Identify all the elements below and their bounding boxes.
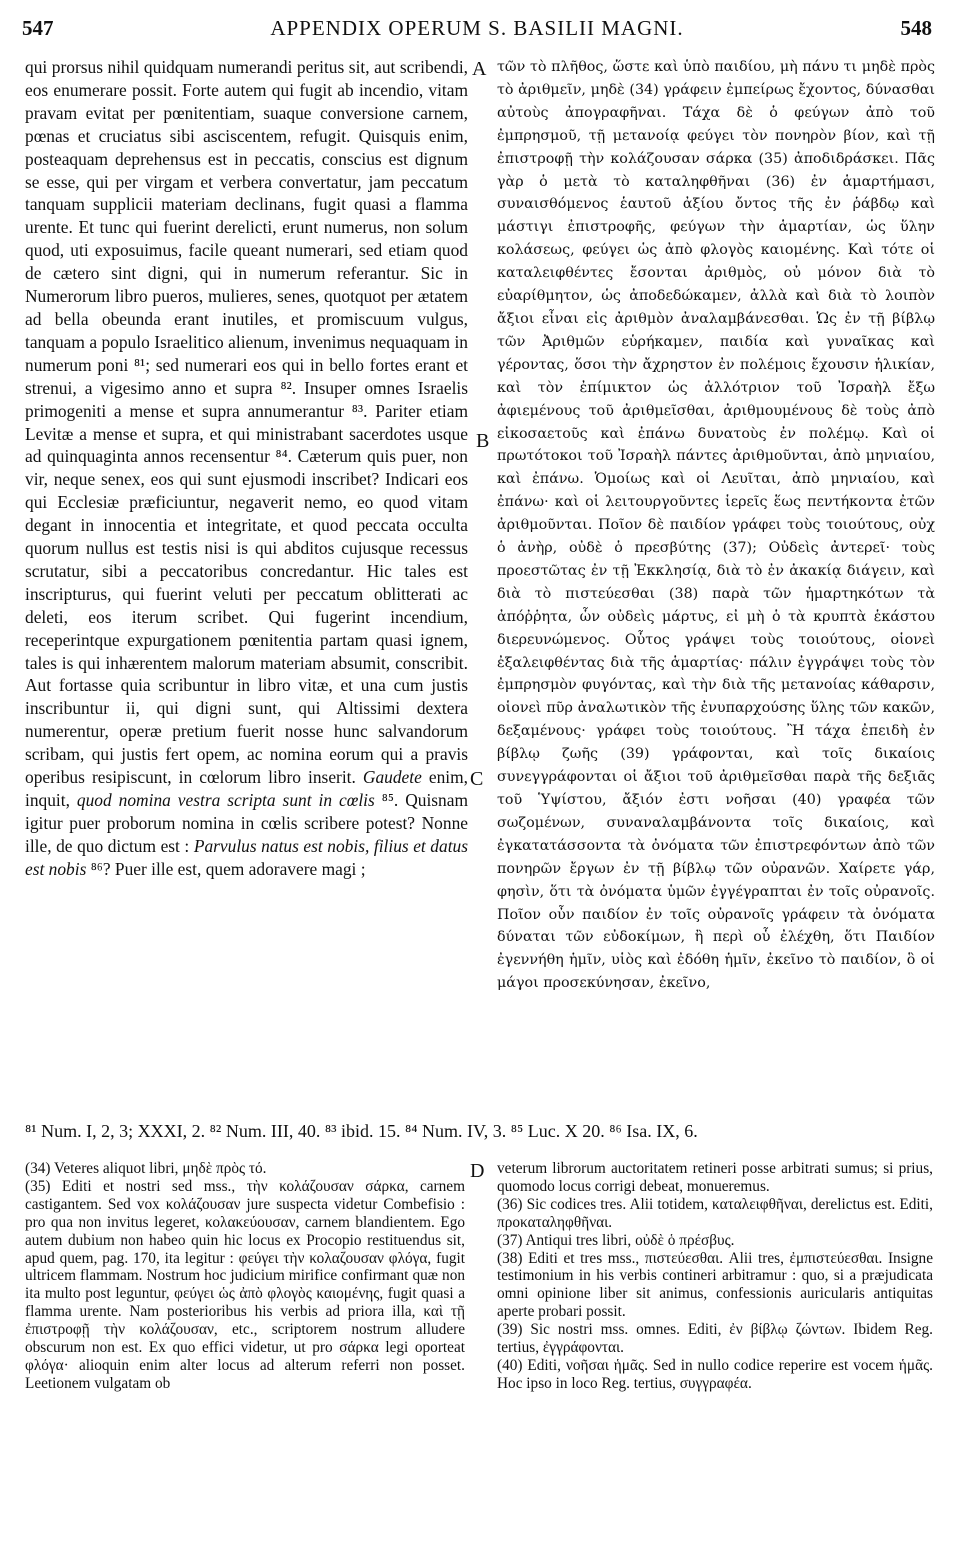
note: (37) Antiqui tres libri, οὐδὲ ὁ πρέσβυς. bbox=[497, 1231, 735, 1249]
note: veterum librorum auctoritatem retineri posse arbitrati sumus; si prius, quomodo locus corrigi debeat, monueremus. bbox=[497, 1160, 933, 1195]
margin-letter-c: C bbox=[470, 768, 484, 790]
scripture-footnotes: ⁸¹ Num. I, 2, 3; XXXI, 2. ⁸² Num. III, 40. ⁸³ ibid. 15. ⁸⁴ Num. IV, 3. ⁸⁵ Luc. X 20. ⁸⁶ Isa. IX, 6. bbox=[25, 1121, 698, 1141]
latin-column bbox=[25, 56, 468, 881]
notes-right-column bbox=[497, 1160, 933, 1393]
note: (40) Editi, νοῆσαι ἡμᾶς. Sed in nullo codice reperire est vocem ἡμᾶς. Hoc ipso in loco Reg. tertius, συγγραφέα. bbox=[497, 1356, 933, 1392]
note: (36) Sic codices tres. Alii totidem, καταλειφθῆναι, derelictus est. Editi, προκαταληφθῆναι. bbox=[497, 1195, 933, 1231]
page-number-left: 547 bbox=[22, 16, 54, 40]
page-number-right: 548 bbox=[900, 16, 932, 40]
note: (35) Editi et nostri sed mss., τὴν κολάζουσαν σάρκα, carnem castigantem. Sed vox κολάζουσαν jure suspecta videtur Combefisio : pro qua non invitus legeret, κολακεύουσαν, carnem blandientem. Ego autem dubium non habeo quin hic locus ex Procopio restituendus sit, apud quem, pag. 170, ita legitur : φεύγει τὴν κολαζουσαν φλόγα, fugit ultricem flammam. Nostrum hoc judicium mirifice confirmant quæ non ita multo post leguntur, φεύγει ὡς ἀπὸ φλογὸς καιομένης, fugit quasi a flamma urente. Nam posterioribus his verbis ad priora illa, καὶ τῇ ἐπιστροφῇ τὴν κολάζουσαν, etc., scriptorem nostrum alludere obscurum non est. Ex quo effici videtur, ut pro σάρκα legi oporteat φλόγα· alioquin enim alter locus ad alterum referri non posset. Leetionem vulgatam ob bbox=[25, 1177, 465, 1392]
margin-letter-a: A bbox=[472, 58, 487, 80]
running-title: APPENDIX OPERUM S. BASILII MAGNI. bbox=[270, 16, 684, 40]
note: (39) Sic nostri mss. omnes. Editi, ἐν βίβλῳ ζώντων. Ibidem Reg. tertius, ἐγγράφονται. bbox=[497, 1321, 933, 1357]
greek-text: τῶν τὸ πλῆθος, ὥστε καὶ ὑπὸ παιδίου, μὴ πάνυ τι μηδὲ πρὸς τὸ ἀριθμεῖν, μηδὲ (34) γράφειν ἐμπείρως ἔχοντος, δύνασθαι αὐτοὺς ἀπογραφῆναι. Τάχα δὲ ὁ φεύγων ἀπὸ τοῦ ἐμπρησμοῦ, τῇ μετανοίᾳ φεύγει τὸν πονηρὸν βίον, καὶ τῇ ἐπιστροφῇ τὴν κολάζουσαν σάρκα (35) ἀποδιδράσκει. Πᾶς γὰρ ὁ μετὰ τὸ καταληφθῆναι (36) ἐν ἁμαρτήμασι, συναισθόμενος ἑαυτοῦ ἀξίου ὄντος τῆς ἐν ῥάβδῳ καὶ μάστιγι ἐπιστροφῆς, φεύγων τὴν ἁμαρτίαν, ὡς ὕλην κολάσεως, φεύγει ὡς ἀπὸ φλογὸς καιομένης. Καὶ τότε οἱ καταλειφθέντες ἔσονται ἀριθμὸς, οὐ μόνον διὰ τὸ εὐαρίθμητον, ὡς ἀποδεδώκαμεν, ἀλλὰ καὶ διὰ τὸ λοιπὸν ἄξιοι εἶναι εἰς ἀριθμὸν ἀναλαμβάνεσθαι. Ὡς ἐν τῇ βίβλῳ τῶν Ἀριθμῶν εὑρήκαμεν, παιδία καὶ γυναῖκας καὶ γέροντας, ὅσοι τὴν ἄχρηστον ἐν πολέμοις ἔχουσιν ἡλικίαν, καὶ τὸν ἐπίμικτον ὡς ἀλλότριον τοῦ Ἰσραὴλ ἔξω ἀφιεμένους τοῦ ἀριθμεῖσθαι, ἀριθμουμένους δὲ τοὺς ἀπὸ εἰκοσαετοῦς καὶ ἐπάνω δυνατοὺς ἐν πολέμῳ. Καὶ οἱ πρωτότοκοι τοῦ Ἰσραὴλ πάντες ἀριθμοῦνται, ἀπὸ μηνιαίου, καὶ ἐπάνω. Ὁμοίως καὶ οἱ Λευῖται, ἀπὸ μηνιαίου, καὶ ἐπάνω· καὶ οἱ λειτουργοῦντες ἱερεῖς ἕως πεντήκοντα ἐτῶν ἀριθμοῦνται. Ποῖον δὲ παιδίον γράφει τοὺς τοιούτους, οὐχ ὁ ἀνὴρ, οὐδὲ ὁ πρεσβύτης (37); Οὐδεὶς ἀντερεῖ· τοὺς προεστῶτας ἐν τῇ Ἐκκλησίᾳ, διὰ τὸ ἐν ἀκακίᾳ διάγειν, καὶ διὰ τὸ πιστεύεσθαι (38) παρὰ τῶν ἡμαρτηκότων τὰ ἀπόῤῥητα, ὧν οὐδεὶς μάρτυς, εἰ μὴ ὁ τὰ κρυπτὰ ἑκάστου διερευνώμενος. Οὗτος γράψει τοὺς τοιούτους, οἱονεὶ ἐξαλειφθέντας διὰ τῆς ἁμαρτίας· πάλιν ἐγγράψει τοὺς τὸν ἐμπρησμὸν φυγόντας, καὶ τὴν διὰ τῆς μετανοίας κάθαρσιν, οἱονεὶ πῦρ ἀναλωτικὸν τῆς ἐνυπαρχούσης ὕλης τῶν κακῶν, δεξαμένους· γράφει τοὺς τοιούτους. Ἢ τάχα ἐπειδὴ ἐν βίβλῳ ζωῆς (39) γράφονται, καὶ τοῖς δικαίοις συνεγγράφονται οἱ ἄξιοι τοῦ ἀριθμεῖσθαι παρὰ τῆς δεξιᾶς τοῦ Ὑψίστου, ἄξιόν ἐστι νοῆσαι (40) γραφέα τῶν σωζομένων, συναναλαμβάνοντα τοῖς δικαίοις, καὶ ἐγκατατάσσοντα τὰ ὀνόματα τῶν ἐπιστρεφόντων ἀπὸ τῶν πονηρῶν ἔργων ἐν τῇ βίβλῳ τῶν οὐρανῶν. Χαίρετε γάρ, φησὶν, ὅτι τὰ ὀνόματα ὑμῶν ἐγγέγραπται ἐν τοῖς οὐρανοῖς. Ποῖον οὖν παιδίον ἐν τοῖς οὐρανοῖς γράφειν τὰ ὀνόματα δύναται τῶν εὐδοκίμων, ἢ περὶ οὗ ἐλέχθη, ὅτι Παιδίον ἐγεννήθη ἡμῖν, υἱὸς καὶ ἐδόθη ἡμῖν, ἐκεῖνο τὸ παιδίον, ὃ οἱ μάγοι προσεκύνησαν, ἐκεῖνο, bbox=[497, 59, 935, 992]
margin-letter-d: D bbox=[470, 1160, 485, 1182]
note: (38) Editi et tres mss., πιστεύεσθαι. Alii tres, ἐμπιστεύεσθαι. Insigne testimonium in his verbis contineri arbitramur : quo, si a præjudicata omni opinione liber sit animus, confessionis auricularis antiquitas aperte probari possit. bbox=[497, 1249, 933, 1321]
margin-letter-b: B bbox=[476, 430, 490, 452]
notes-left-column bbox=[25, 1160, 465, 1393]
page-header bbox=[22, 16, 932, 50]
latin-text: qui prorsus nihil quidquam numerandi peritus sit, aut scribendi, eos enumerare possit. Forte autem qui fugit ab incendio, vitam pravam evitat per pœnitentiam, suaque conversione carnem, pœnas et cruciatus sibi asciscentem, refugit. Quisquis enim, posteaquam deprehensus est in peccatis, conscius est dignum se esse, qui per virgam et verbera convertatur, jam peccatum tanquam supplicii materiam declinans, fugit quasi a flamma urente. Et tunc qui fuerint derelicti, erunt numerus, non solum quod, uti exposuimus, facile queant numerari, sed etiam quod de cætero sint digni, qui in numerum referantur. Sic in Numerorum libro pueros, mulieres, senes, quotquot per ætatem ad bella obeunda erant inutiles, et promiscuum vulgus, tanquam a populo Israelitico alienum, invenimus nequaquam in numerum poni ⁸¹; sed numerari eos qui in bello fortes erant et strenui, a vigesimo anno et supra ⁸². Insuper omnes Israelis primogeniti a mense et supra annumerantur ⁸³. Pariter etiam Levitæ a mense et supra, et qui ministrabant sacerdotes usque ad quinquaginta annos recensentur ⁸⁴. Cæterum quis puer, non vir, neque senex, eos qui sunt ejusmodi inscribet? Indicari eos qui Ecclesiæ præficiuntur, negaverit nemo, eo quod vitam degant in innocentia et integritate, et quod peccata occulta quorum nullus est testis nisi is qui abditos cujusque recessus scrutatur, sibi a peccatoribus concredantur. Hic tales est inscripturus, qui fuerint veluti per peccatum oblitterati ac deleti, eos iterum scribet. Qui fugerint incendium, receperintque expurgationem pœnitentia partam quasi ignem, tales is qui inhærentem malorum materiam absumit, conscribit. Aut fortasse quia scribuntur in libro vitæ, et una cum justis inscribuntur ii, qui digni sunt, qui Altissimi dextera numerentur, operæ pretium fuerit nosse hunc salvandorum scribam, qui justis fert opem, ac nomina eorum qui a pravis operibus resipiscunt, in cœlorum libro inserit. Gaudete enim, inquit, quod nomina vestra scripta sunt in cœlis ⁸⁵. Quisnam igitur puer proborum nomina in cœlis scribere potest? Nonne ille, de quo dictum est : Parvulus natus est nobis, filius et datus est nobis ⁸⁶? Puer ille est, quem adoravere magi ; bbox=[25, 57, 468, 879]
greek-column bbox=[497, 56, 935, 995]
note: (34) Veteres aliquot libri, μηδὲ πρὸς τό. bbox=[25, 1160, 267, 1177]
